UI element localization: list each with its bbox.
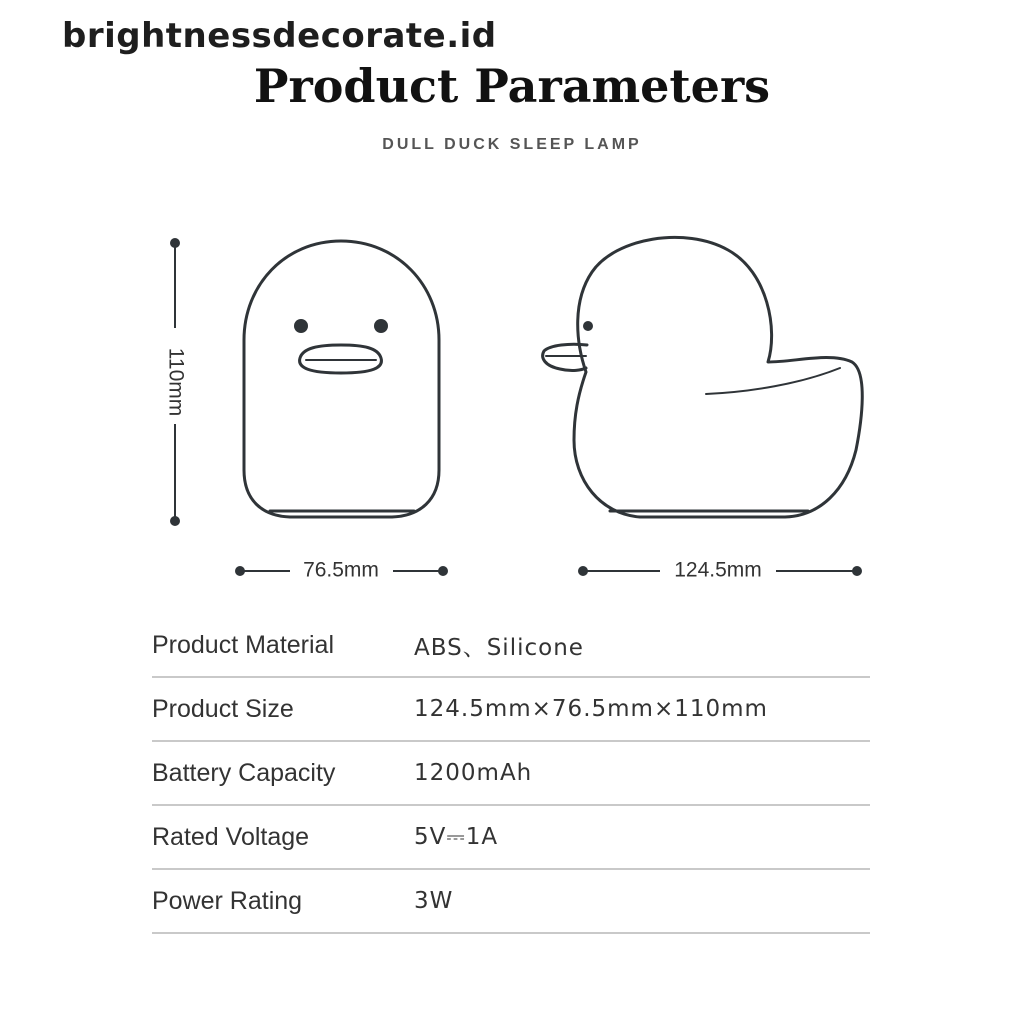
spec-row-voltage <box>152 806 870 870</box>
spec-label: Rated Voltage <box>152 822 310 851</box>
height-dimension-label: 110mm <box>164 347 188 417</box>
spec-row-material <box>152 614 870 678</box>
front-right-eye <box>374 319 388 333</box>
side-eye <box>583 321 593 331</box>
front-view-duck <box>244 241 439 517</box>
spec-table <box>152 614 870 934</box>
spec-label: Battery Capacity <box>152 758 336 787</box>
front-width-label: 76.5mm <box>303 558 379 582</box>
watermark-text: brightnessdecorate.id <box>62 16 497 56</box>
spec-row-battery <box>152 742 870 806</box>
spec-row-size <box>152 678 870 742</box>
spec-value: 5V⎓1A <box>414 824 499 850</box>
spec-value: 3W <box>414 888 454 914</box>
spec-label: Power Rating <box>152 886 303 915</box>
side-view-duck <box>543 237 863 517</box>
page-title: Product Parameters <box>253 59 771 113</box>
spec-value: 124.5mm×76.5mm×110mm <box>414 696 768 722</box>
side-width-label: 124.5mm <box>674 558 762 582</box>
spec-value: ABS、Silicone <box>414 634 584 661</box>
spec-label: Product Material <box>152 630 335 659</box>
spec-value: 1200mAh <box>414 760 533 786</box>
front-left-eye <box>294 319 308 333</box>
spec-row-power <box>152 870 870 934</box>
spec-label: Product Size <box>152 694 294 723</box>
product-subtitle: DULL DUCK SLEEP LAMP <box>382 136 642 153</box>
